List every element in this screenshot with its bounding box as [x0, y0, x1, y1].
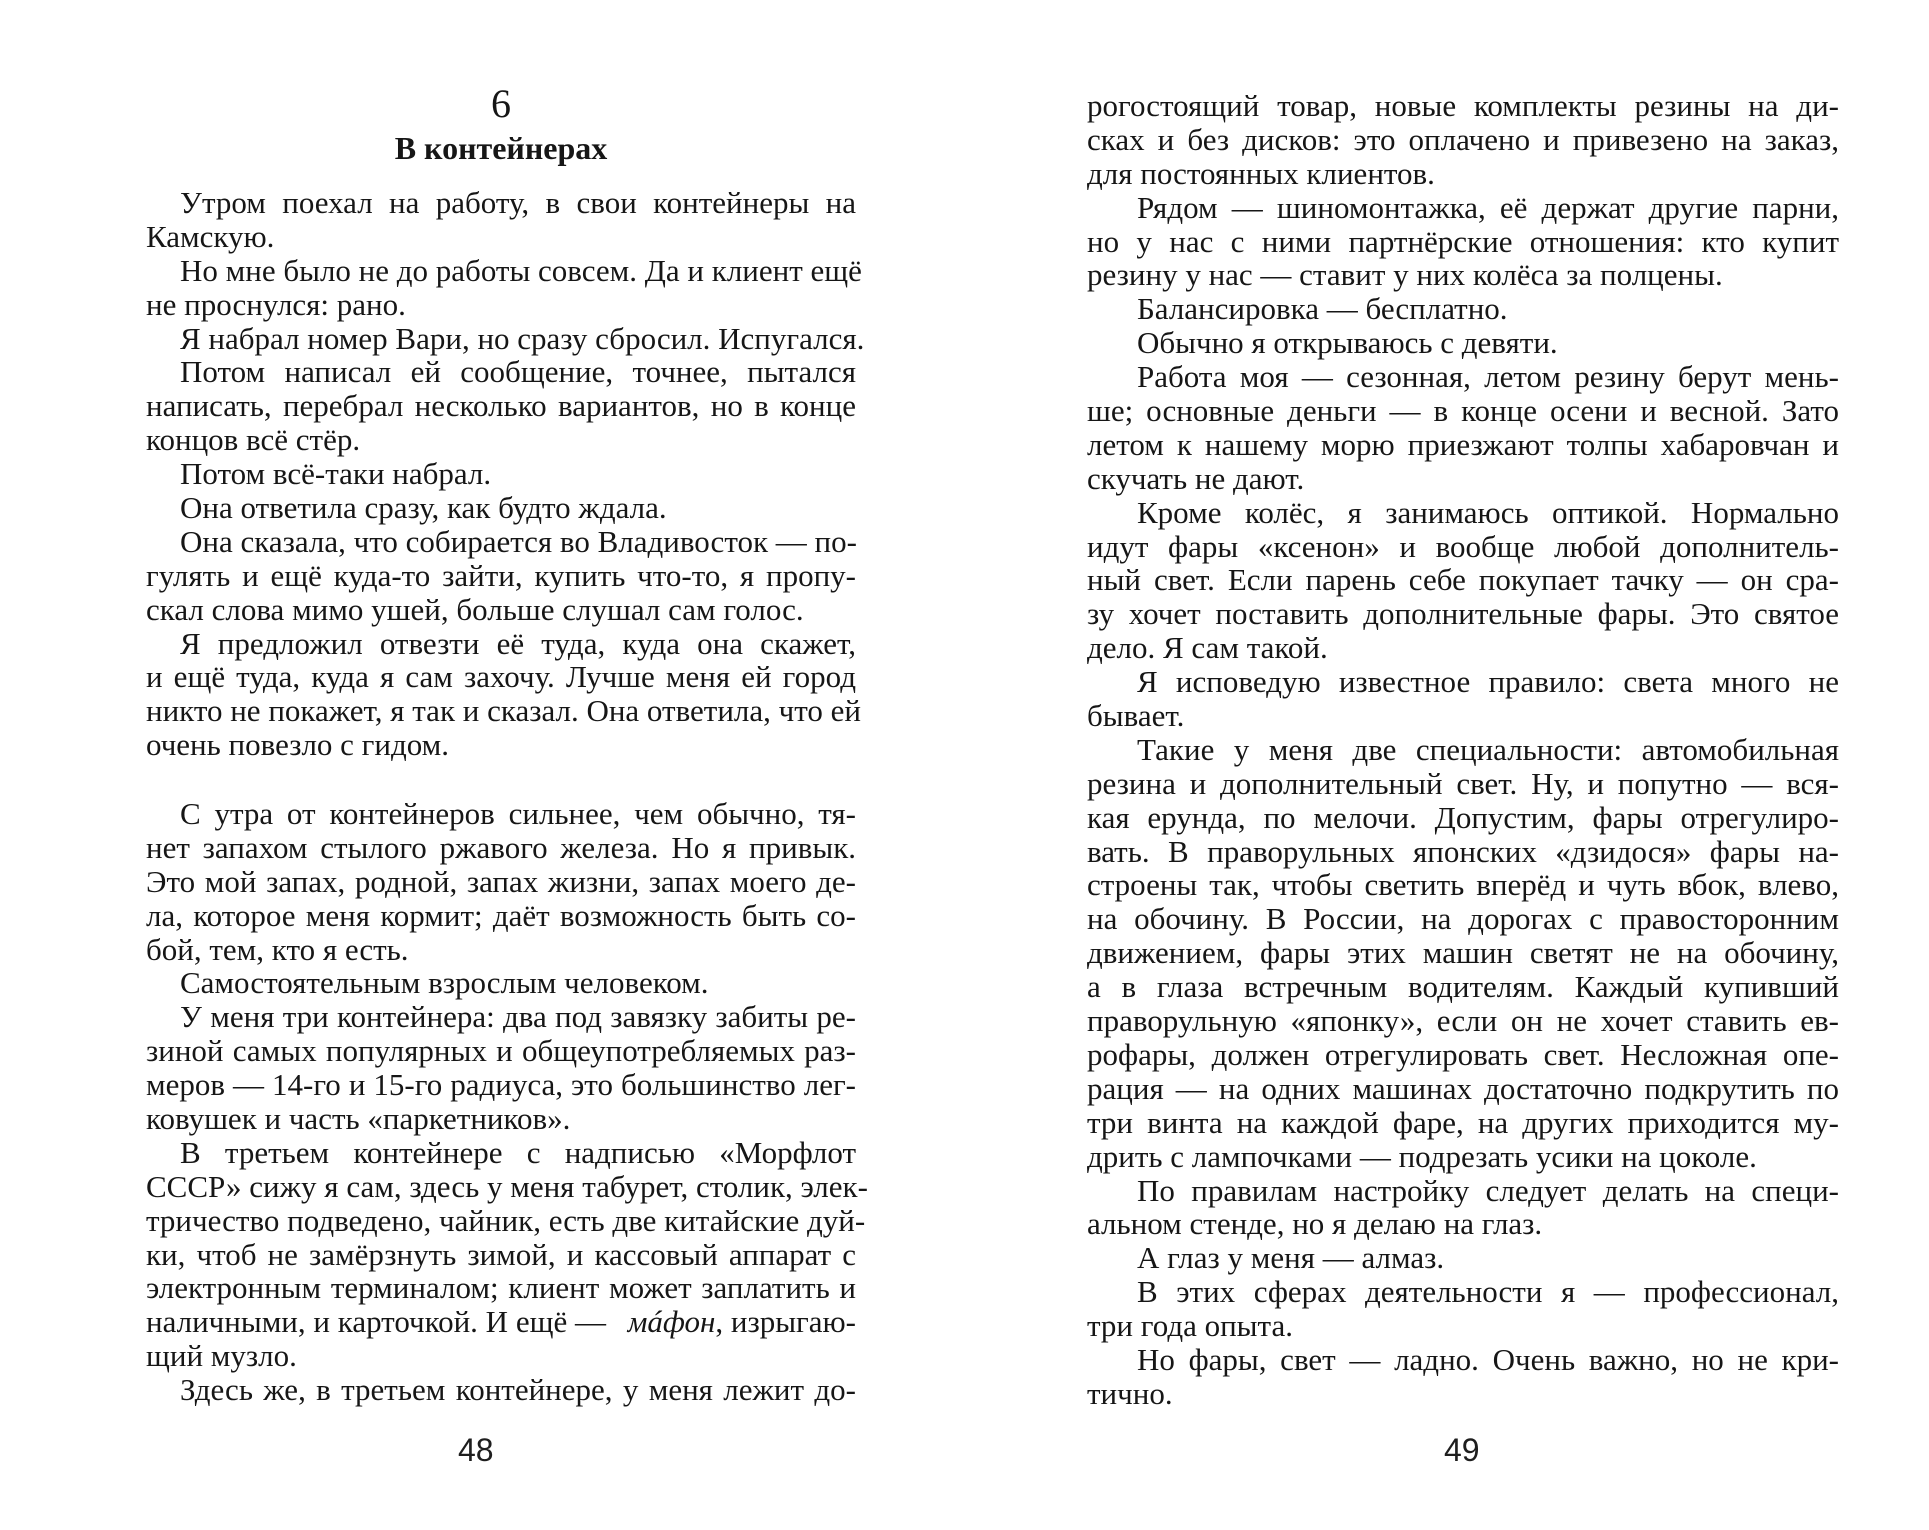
text-line: Потом всё-таки набрал. [180, 456, 492, 492]
text-fragment: наличными, и карточкой. И ещё — [146, 1304, 606, 1340]
text-line: рация — на одних машинах достаточно подкрутить по [1087, 1070, 1839, 1106]
text-line: У меня три контейнера: два под завязку забиты ре- [180, 999, 856, 1035]
text-line: бой, тем, кто я есть. [146, 931, 409, 967]
text-line: ный свет. Если парень себе покупает тачку — он сра- [1087, 562, 1839, 598]
text-line: щий музло. [146, 1338, 297, 1374]
text-line: меров — 14-го и 15-го радиуса, это большинство лег- [146, 1067, 856, 1103]
text-line: дело. Я сам такой. [1087, 630, 1328, 666]
text-line: Камскую. [146, 218, 275, 254]
text-line: очень повезло с гидом. [146, 727, 450, 763]
text-line: Я набрал номер Вари, но сразу сбросил. Испугался. [180, 320, 865, 356]
text-line: движением, фары этих машин светят не на обочину, [1087, 935, 1839, 971]
text-line: зиной самых популярных и общеупотребляемых раз- [146, 1033, 856, 1069]
text-line: скал слова мимо ушей, больше слушал сам голос. [146, 591, 804, 627]
left-page [0, 0, 964, 1530]
text-line: тричество подведено, чайник, есть две китайские дуй- [146, 1202, 866, 1238]
text-line: Кроме колёс, я занимаюсь оптикой. Нормально [1137, 494, 1839, 530]
text-line: идут фары «ксенон» и вообще любой дополнитель- [1087, 528, 1839, 564]
text-line: Утром поехал на работу, в свои контейнеры на [180, 185, 856, 220]
text-line: Самостоятельным взрослым человеком. [180, 965, 709, 1001]
text-block-right [1087, 89, 1839, 1411]
text-line: резину у нас — ставит у них колёса за полцены. [1087, 257, 1723, 293]
text-line: ки, чтоб не замёрзнуть зимой, и кассовый аппарат с [146, 1236, 856, 1272]
text-line: написать, перебрал несколько вариантов, но в конце [146, 388, 856, 424]
text-line: В третьем контейнере с надписью «Морфлот [180, 1134, 856, 1170]
text-line: Обычно я открываюсь с девяти. [1137, 325, 1558, 361]
text-line: концов всё стёр. [146, 422, 361, 458]
text-line: летом к нашему морю приезжают толпы хабаровчан и [1087, 426, 1839, 462]
text-block-part2 [146, 796, 868, 1408]
text-line: В этих сферах деятельности я — профессионал, [1137, 1274, 1839, 1310]
text-line: По правилам настройку следует делать на специ- [1137, 1172, 1839, 1208]
text-line: А глаз у меня — алмаз. [1137, 1240, 1445, 1276]
text-line: Я предложил отвезти её туда, куда она скажет, [180, 625, 856, 661]
text-line: СССР» сижу я сам, здесь у меня табурет, столик, элек- [146, 1168, 868, 1204]
text-line: нет запахом стылого ржавого железа. Но я привык. [146, 829, 856, 865]
text-line: тично. [1087, 1375, 1173, 1411]
text-line: Но мне было не до работы совсем. Да и клиент ещё [180, 252, 862, 288]
text-block-part1 [146, 185, 865, 763]
text-line: для постоянных клиентов. [1087, 155, 1435, 191]
text-line: три винта на каждой фаре, на других приходится му- [1087, 1104, 1839, 1140]
text-line: Но фары, свет — ладно. Очень важно, но не кри- [1137, 1341, 1839, 1377]
text-line: и ещё туда, куда я сам захочу. Лучше меня ей город [146, 659, 856, 695]
text-line: Потом написал ей сообщение, точнее, пытался [180, 354, 856, 390]
text-fragment: , изрыгаю- [715, 1304, 856, 1340]
text-line: ковушек и часть «паркетников». [146, 1101, 571, 1137]
text-line: гулять и ещё куда-то зайти, купить что-то, я пропу- [146, 557, 856, 593]
text-line: Работа моя — сезонная, летом резину берут мень- [1137, 359, 1839, 395]
text-line: а в глаза встречным водителям. Каждый купивший [1087, 969, 1839, 1005]
right-page [964, 0, 1929, 1530]
chapter-number: 6 [491, 81, 511, 126]
text-line: рогостоящий товар, новые комплекты резины на ди- [1087, 88, 1839, 123]
text-line: Здесь же, в третьем контейнере, у меня лежит до- [180, 1372, 856, 1408]
text-line: Она сказала, что собирается во Владивосток — по- [180, 523, 857, 559]
text-line: дрить с лампочками — подрезать усики на цоколе. [1087, 1138, 1757, 1174]
text-line: зу хочет поставить дополнительные фары. Это святое [1087, 596, 1839, 632]
text-line: электронным терминалом; клиент может заплатить и [146, 1270, 856, 1306]
text-line: праворульную «японку», если он не хочет ставить ев- [1087, 1003, 1839, 1039]
text-line: три года опыта. [1087, 1308, 1293, 1344]
page-number: 49 [1444, 1432, 1480, 1468]
text-line: никто не покажет, я так и сказал. Она ответила, что ей [146, 693, 861, 729]
text-line: кая ерунда, по мелочи. Допустим, фары отрегулиро- [1087, 799, 1839, 835]
text-line: строены так, чтобы светить вперёд и чуть вбок, влево, [1087, 867, 1839, 903]
text-line: но у нас с ними партнёрские отношения: кто купит [1087, 223, 1839, 259]
text-line: на обочину. В России, на дорогах с правосторонним [1087, 901, 1839, 937]
italic-word: мáфон [627, 1304, 716, 1340]
text-line: С утра от контейнеров сильнее, чем обычно, тя- [180, 796, 856, 831]
text-line: бывает. [1087, 698, 1185, 734]
text-line: Я исповедую известное правило: света много не [1137, 664, 1839, 700]
text-line: Рядом — шиномонтажка, её держат другие парни, [1137, 189, 1839, 225]
text-line: скучать не дают. [1087, 460, 1305, 496]
text-line: Она ответила сразу, как будто ждала. [180, 490, 667, 526]
text-line: Балансировка — бесплатно. [1137, 291, 1508, 327]
text-line: рофары, должен отрегулировать свет. Несложная опе- [1087, 1036, 1839, 1072]
text-line: сках и без дисков: это оплачено и привезено на заказ, [1087, 121, 1839, 157]
text-line: альном стенде, но я делаю на глаз. [1087, 1206, 1543, 1242]
text-line: Такие у меня две специальности: автомобильная [1137, 731, 1839, 767]
text-line: ла, которое меня кормит; даёт возможность быть со- [146, 897, 856, 933]
text-line: не проснулся: рано. [146, 286, 406, 322]
text-line: ше; основные деньги — в конце осени и весной. Зато [1087, 393, 1839, 429]
text-line-with-italic [146, 1305, 856, 1339]
text-line: Это мой запах, родной, запах жизни, запах моего де- [146, 863, 856, 899]
chapter-title: В контейнерах [394, 130, 608, 166]
page-number: 48 [458, 1432, 494, 1468]
text-line: вать. В праворульных японских «дзидося» фары на- [1087, 833, 1839, 869]
text-line: резина и дополнительный свет. Ну, и попутно — вся- [1087, 765, 1839, 801]
